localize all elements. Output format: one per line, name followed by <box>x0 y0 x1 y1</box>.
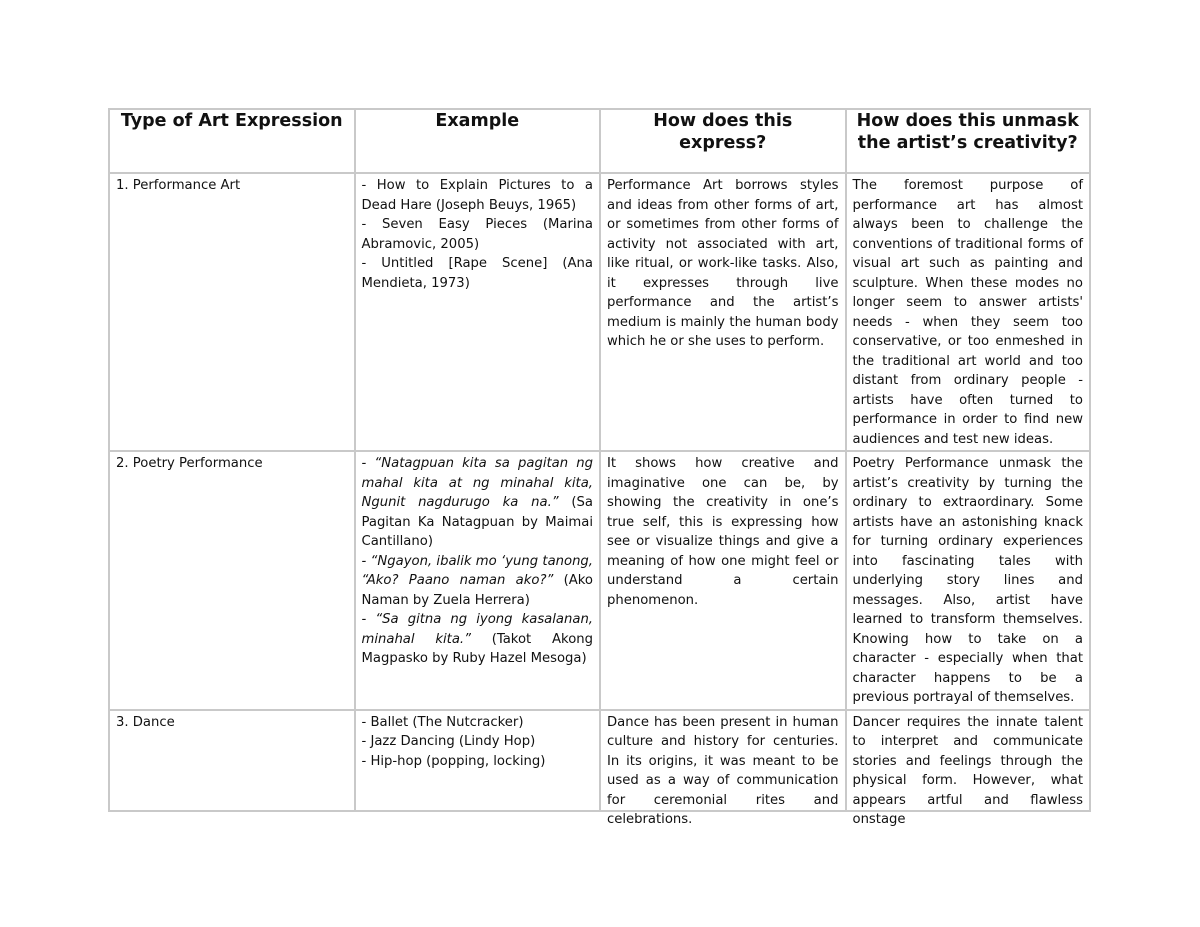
example-cell <box>355 710 601 811</box>
unmask-text: Dancer requires the innate talent to interpret and communicate stories and feelings through the physical form. However, what appears artful and flawless onstage <box>852 714 1083 827</box>
table-header-row <box>109 109 1090 173</box>
example-source: (Takot Akong Magpasko by Ruby Hazel Mesoga) <box>361 631 593 666</box>
example-item <box>362 610 594 669</box>
example-item: - Hip-hop (popping, locking) <box>361 753 546 769</box>
express-text: Dance has been present in human culture and history for centuries. In its origins, it was meant to be used as a way of communication for ceremonial rites and celebrations. <box>607 714 839 827</box>
example-source: (Sa Pagitan Ka Natagpuan by Maimai Cantillano) <box>361 495 593 549</box>
express-cell: Performance Art borrows styles and ideas from other forms of art, or sometimes from other forms of activity not associated with art, like ritual, or work-like tasks. Also, it expresses through live performance and the artist’s medium is mainly the human body which he or she uses to perform. <box>600 173 846 451</box>
header-express: How does this express? <box>600 109 846 173</box>
example-item: - Seven Easy Pieces (Marina Abramovic, 2005) <box>361 217 593 252</box>
unmask-cell: The foremost purpose of performance art has almost always been to challenge the conventions of traditional forms of visual art such as painting and sculpture. When these modes no longer seem to answer artists' needs - when they seem too conservative, or too enmeshed in the traditional art world and too distant from ordinary people - artists have often turned to performance in order to find new audiences and test new ideas. <box>846 173 1091 451</box>
example-item <box>362 454 594 552</box>
art-expression-table <box>108 108 1091 827</box>
type-cell: 3. Dance <box>109 710 355 811</box>
example-quote: - “Natagpuan kita sa pagitan ng mahal kita at ng minahal kita, Ngunit nagdurugo ka na.” <box>361 456 593 510</box>
example-item: - How to Explain Pictures to a Dead Hare (Joseph Beuys, 1965) <box>361 178 593 213</box>
header-example: Example <box>355 109 601 173</box>
table-row <box>109 710 1090 811</box>
example-quote: - “Ngayon, ibalik mo ‘yung tanong, “Ako? Paano naman ako?” <box>361 553 593 588</box>
example-quote: - “Sa gitna ng iyong kasalanan, minahal kita.” <box>361 612 593 647</box>
unmask-cell: Poetry Performance unmask the artist’s creativity by turning the ordinary to extraordinary. Some artists have an astonishing knack for turning ordinary experiences into fascinating tales with underlying story lines and messages. Also, artist have learned to transform themselves. Knowing how to take on a character - especially when that character happens to be a previous portrayal of themselves. <box>846 451 1091 710</box>
type-cell: 2. Poetry Performance <box>109 451 355 710</box>
example-cell <box>355 173 601 451</box>
example-source: (Ako Naman by Zuela Herrera) <box>361 573 594 608</box>
header-type: Type of Art Expression <box>109 109 355 173</box>
example-item: - Untitled [Rape Scene] (Ana Mendieta, 1973) <box>361 256 593 291</box>
table-row <box>109 173 1090 451</box>
example-item <box>362 552 594 611</box>
example-item: - Jazz Dancing (Lindy Hop) <box>361 734 536 749</box>
example-item: - Ballet (The Nutcracker) <box>361 714 524 730</box>
type-cell: 1. Performance Art <box>109 173 355 451</box>
unmask-cell <box>846 710 1091 827</box>
express-cell: It shows how creative and imaginative one can be, by showing the creativity in one’s true self, this is expressing how see or visualize things and give a meaning of how one might feel or understand a certain phenomenon. <box>600 451 846 710</box>
header-unmask: How does this unmask the artist’s creativity? <box>846 109 1091 173</box>
table-row <box>109 451 1090 710</box>
example-cell <box>355 451 601 710</box>
express-cell <box>600 710 846 827</box>
